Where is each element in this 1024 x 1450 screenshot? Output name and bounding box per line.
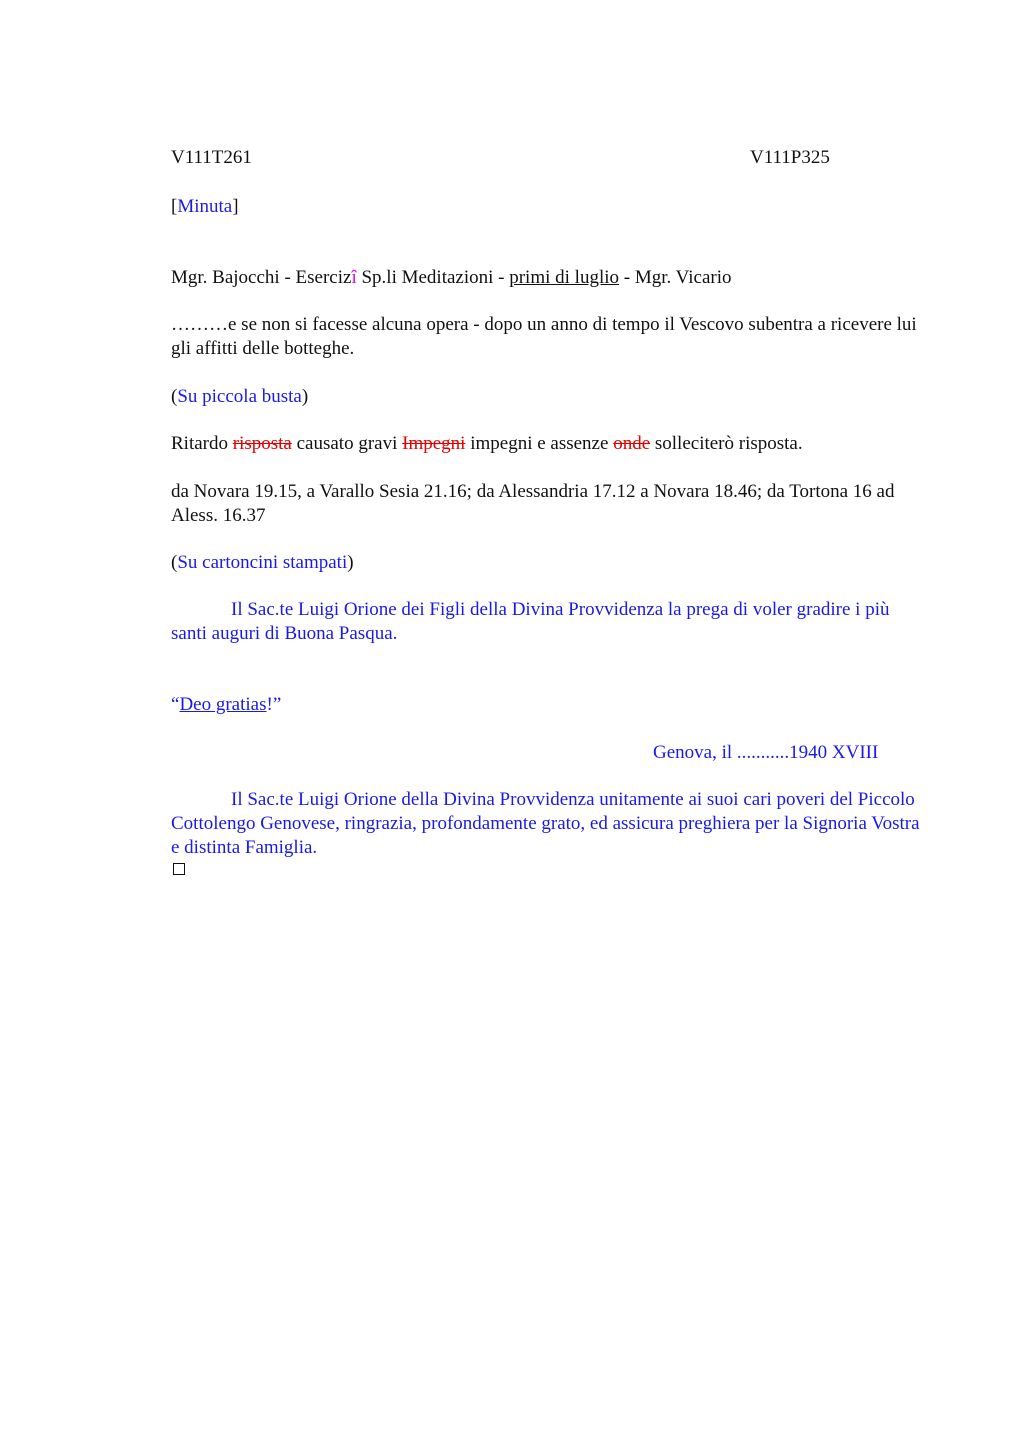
paren-open: (	[171, 386, 178, 407]
bajocchi-text: Mgr. Bajocchi - Eserciz	[171, 267, 352, 288]
ritardo-word: Ritardo	[171, 433, 233, 454]
causato-text: causato gravi	[291, 433, 403, 454]
busta-note	[171, 385, 308, 409]
bracket-open: [	[171, 196, 178, 217]
deleted-onde: onde	[613, 433, 651, 454]
place-date: Genova, il ...........1940 XVIII	[653, 742, 879, 763]
primi-di-luglio: primi di luglio	[509, 267, 620, 288]
minuta-note	[171, 195, 239, 219]
cartoncini-note	[171, 551, 354, 575]
impegni-text: impegni e assenze	[465, 433, 614, 454]
empty-box-icon	[173, 863, 185, 875]
paren-close: )	[301, 386, 309, 407]
bracket-close: ]	[232, 196, 239, 217]
paragraph-ringrazia: Il Sac.te Luigi Orione della Divina Provvidenza unitamente ai suoi cari poveri del Piccolo Cottolengo Genovese, ringrazia, profondamente grato, ed assicura preghiera per la Signoria Vostra e distinta Famiglia.	[171, 789, 920, 858]
header-left-code: V111T261	[171, 147, 252, 168]
paragraph-pasqua: Il Sac.te Luigi Orione dei Figli della Divina Provvidenza la prega di voler gradire i più santi auguri di Buona Pasqua.	[171, 599, 890, 644]
paren-close: )	[347, 552, 354, 573]
solleciterò-text: solleciterò risposta.	[650, 433, 803, 454]
header-right-code: V111P325	[750, 147, 830, 168]
open-quote: “	[171, 694, 180, 715]
minuta-label: Minuta	[177, 196, 233, 217]
cartoncini-label: Su cartoncini stampati	[177, 552, 348, 573]
deo-gratias	[171, 693, 281, 717]
accent-mark: î	[351, 267, 357, 288]
deo-gratias-text: Deo gratias	[179, 694, 267, 715]
deleted-risposta: risposta	[232, 433, 292, 454]
vicario-text: - Mgr. Vicario	[619, 267, 732, 288]
paren-open: (	[171, 552, 178, 573]
close-quote: !”	[266, 694, 282, 715]
meditazioni-text: Sp.li Meditazioni -	[356, 267, 510, 288]
paragraph-orari: da Novara 19.15, a Varallo Sesia 21.16; da Alessandria 17.12 a Novara 18.46; da Tortona 16 ad Aless. 16.37	[171, 481, 895, 526]
line-ritardo	[171, 432, 803, 456]
deleted-impegni: Impegni	[402, 433, 466, 454]
busta-label: Su piccola busta	[177, 386, 302, 407]
paragraph-vescovo: ………e se non si facesse alcuna opera - dopo un anno di tempo il Vescovo subentra a ricevere lui gli affitti delle botteghe.	[171, 314, 917, 359]
line-bajocchi	[171, 266, 732, 290]
